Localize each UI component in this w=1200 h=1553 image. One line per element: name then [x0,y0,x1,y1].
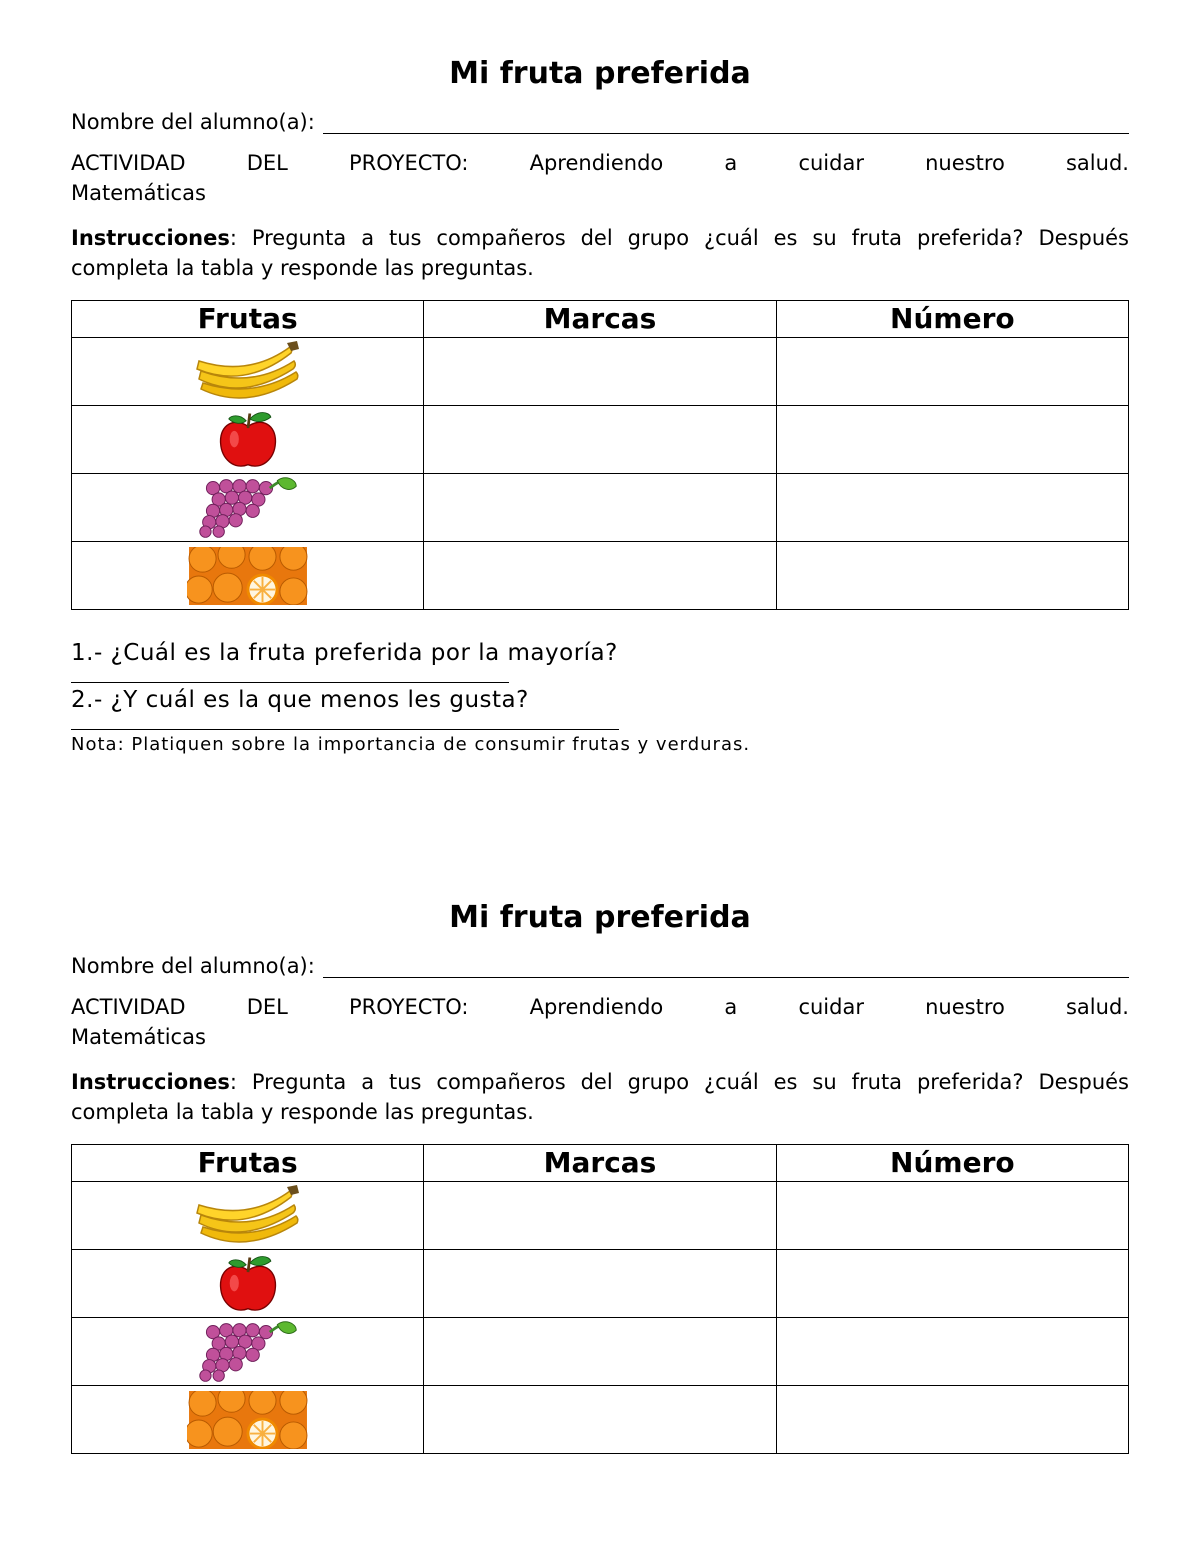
header-marcas: Marcas [424,1145,776,1182]
activity-word: ACTIVIDAD [71,995,186,1019]
number-cell[interactable] [776,1250,1128,1318]
fruit-cell [72,1182,424,1250]
activity-word: cuidar [798,151,864,175]
fruit-cell [72,1386,424,1454]
table-row [72,406,1129,474]
activity-word: nuestro [925,995,1005,1019]
activity-word: PROYECTO: [349,151,469,175]
student-name-label: Nombre del alumno(a): [71,110,315,134]
activity-word: Aprendiendo [529,995,664,1019]
number-cell[interactable] [776,1318,1128,1386]
instructions-text: : Pregunta a tus compañeros del grupo ¿cuál es su fruta preferida? Después completa la tabla y responde las preguntas. [71,226,1129,280]
activity-word: nuestro [925,151,1005,175]
student-name-label: Nombre del alumno(a): [71,954,315,978]
header-frutas: Frutas [72,301,424,338]
fruit-cell [72,1250,424,1318]
banana-icon [193,339,303,405]
fruit-cell [72,1318,424,1386]
table-row [72,1318,1129,1386]
answer-line-1[interactable] [71,666,509,683]
question-2: 2.- ¿Y cuál es la que menos les gusta? [71,687,529,713]
instructions [71,223,1129,283]
number-cell[interactable] [776,1182,1128,1250]
activity-word: salud. [1065,151,1129,175]
table-row [72,1386,1129,1454]
fruit-cell [72,474,424,542]
student-name-row [71,110,1129,134]
tally-cell[interactable] [424,1386,776,1454]
number-cell[interactable] [776,338,1128,406]
tally-cell[interactable] [424,474,776,542]
table-row [72,338,1129,406]
oranges-icon [187,1391,309,1449]
note: Nota: Platiquen sobre la importancia de consumir frutas y verduras. [71,734,751,755]
student-name-line[interactable] [323,113,1129,134]
activity-word: DEL [246,151,288,175]
activity-line [71,148,1129,178]
student-name-line[interactable] [323,957,1129,978]
table-row [72,474,1129,542]
page-title: Mi fruta preferida [449,900,751,935]
table-row [72,1250,1129,1318]
fruit-cell [72,338,424,406]
oranges-icon [187,547,309,605]
activity-word: cuidar [798,995,864,1019]
activity-word: DEL [246,995,288,1019]
activity-word: ACTIVIDAD [71,151,186,175]
page-title: Mi fruta preferida [449,56,751,91]
apple-icon [215,408,281,472]
instructions-label: Instrucciones [71,1070,230,1094]
header-numero: Número [776,1145,1128,1182]
worksheet-1 [71,54,1129,755]
student-name-row [71,954,1129,978]
tally-cell[interactable] [424,1318,776,1386]
tally-cell[interactable] [424,338,776,406]
header-frutas: Frutas [72,1145,424,1182]
fruit-tally-table [71,300,1129,610]
activity-word: PROYECTO: [349,995,469,1019]
activity-line [71,992,1129,1022]
banana-icon [193,1183,303,1249]
fruit-cell [72,542,424,610]
instructions [71,1067,1129,1127]
apple-icon [215,1252,281,1316]
activity-subject: Matemáticas [71,181,206,205]
activity-subject: Matemáticas [71,1025,206,1049]
number-cell[interactable] [776,406,1128,474]
activity-word: a [724,151,738,175]
activity-word: Aprendiendo [529,151,664,175]
number-cell[interactable] [776,542,1128,610]
fruit-cell [72,406,424,474]
grapes-icon [196,476,300,540]
activity-word: salud. [1065,995,1129,1019]
answer-line-2[interactable] [71,713,619,730]
grapes-icon [196,1320,300,1384]
table-row [72,542,1129,610]
worksheet-2 [71,898,1129,1454]
tally-cell[interactable] [424,542,776,610]
activity-word: a [724,995,738,1019]
header-marcas: Marcas [424,301,776,338]
header-numero: Número [776,301,1128,338]
tally-cell[interactable] [424,1182,776,1250]
instructions-label: Instrucciones [71,226,230,250]
number-cell[interactable] [776,474,1128,542]
table-row [72,1182,1129,1250]
number-cell[interactable] [776,1386,1128,1454]
tally-cell[interactable] [424,1250,776,1318]
instructions-text: : Pregunta a tus compañeros del grupo ¿cuál es su fruta preferida? Después completa la tabla y responde las preguntas. [71,1070,1129,1124]
fruit-tally-table [71,1144,1129,1454]
question-1: 1.- ¿Cuál es la fruta preferida por la mayoría? [71,640,618,666]
tally-cell[interactable] [424,406,776,474]
